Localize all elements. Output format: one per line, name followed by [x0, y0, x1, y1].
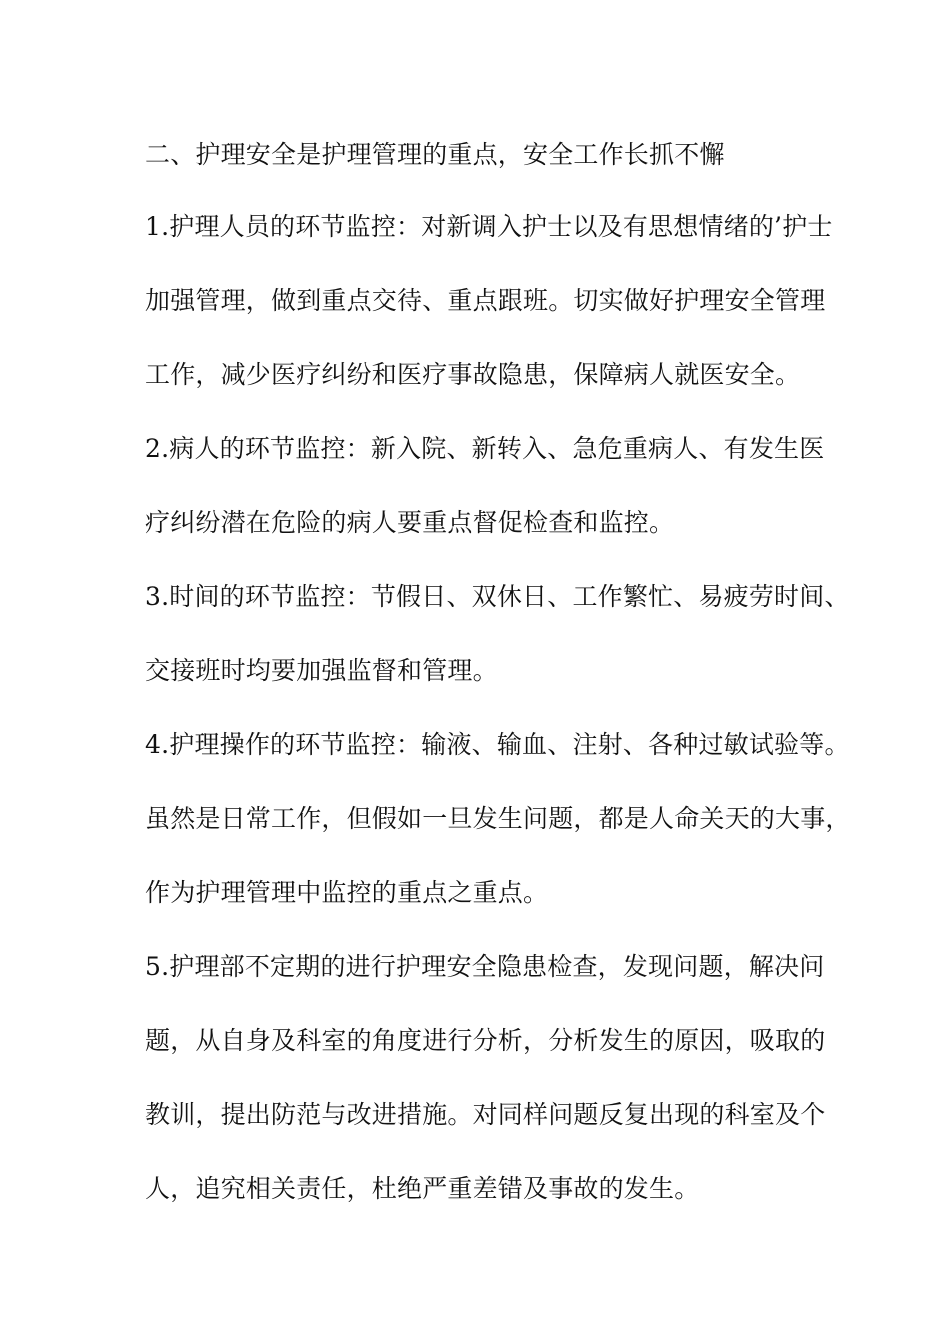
paragraph-line: 题，从自身及科室的角度进行分析，分析发生的原因，吸取的: [145, 1026, 826, 1055]
paragraph-line: 4.护理操作的环节监控：输液、输血、注射、各种过敏试验等。: [145, 730, 850, 759]
paragraph-line: 虽然是日常工作，但假如一旦发生问题，都是人命关天的大事，: [145, 804, 851, 833]
paragraph-line: 教训，提出防范与改进措施。对同样问题反复出现的科室及个: [145, 1100, 826, 1129]
paragraph-line: 作为护理管理中监控的重点之重点。: [145, 878, 549, 907]
paragraph-line: 疗纠纷潜在危险的病人要重点督促检查和监控。: [145, 508, 675, 537]
paragraph-line: 工作，减少医疗纠纷和医疗事故隐患，保障病人就医安全。: [145, 360, 801, 389]
paragraph-line: 人，追究相关责任，杜绝严重差错及事故的发生。: [145, 1174, 700, 1203]
paragraph-line: 3.时间的环节监控：节假日、双休日、工作繁忙、易疲劳时间、: [145, 582, 850, 611]
paragraph-line: 5.护理部不定期的进行护理安全隐患检查，发现问题，解决问: [145, 952, 825, 981]
paragraph-line: 1.护理人员的环节监控：对新调入护士以及有思想情绪的’护士: [145, 212, 833, 241]
paragraph-line: 加强管理，做到重点交待、重点跟班。切实做好护理安全管理: [145, 286, 826, 315]
paragraph-line: 交接班时均要加强监督和管理。: [145, 656, 498, 685]
paragraph-line: 2.病人的环节监控：新入院、新转入、急危重病人、有发生医: [145, 434, 825, 463]
section-heading: 二、护理安全是护理管理的重点，安全工作长抓不懈: [145, 140, 725, 169]
